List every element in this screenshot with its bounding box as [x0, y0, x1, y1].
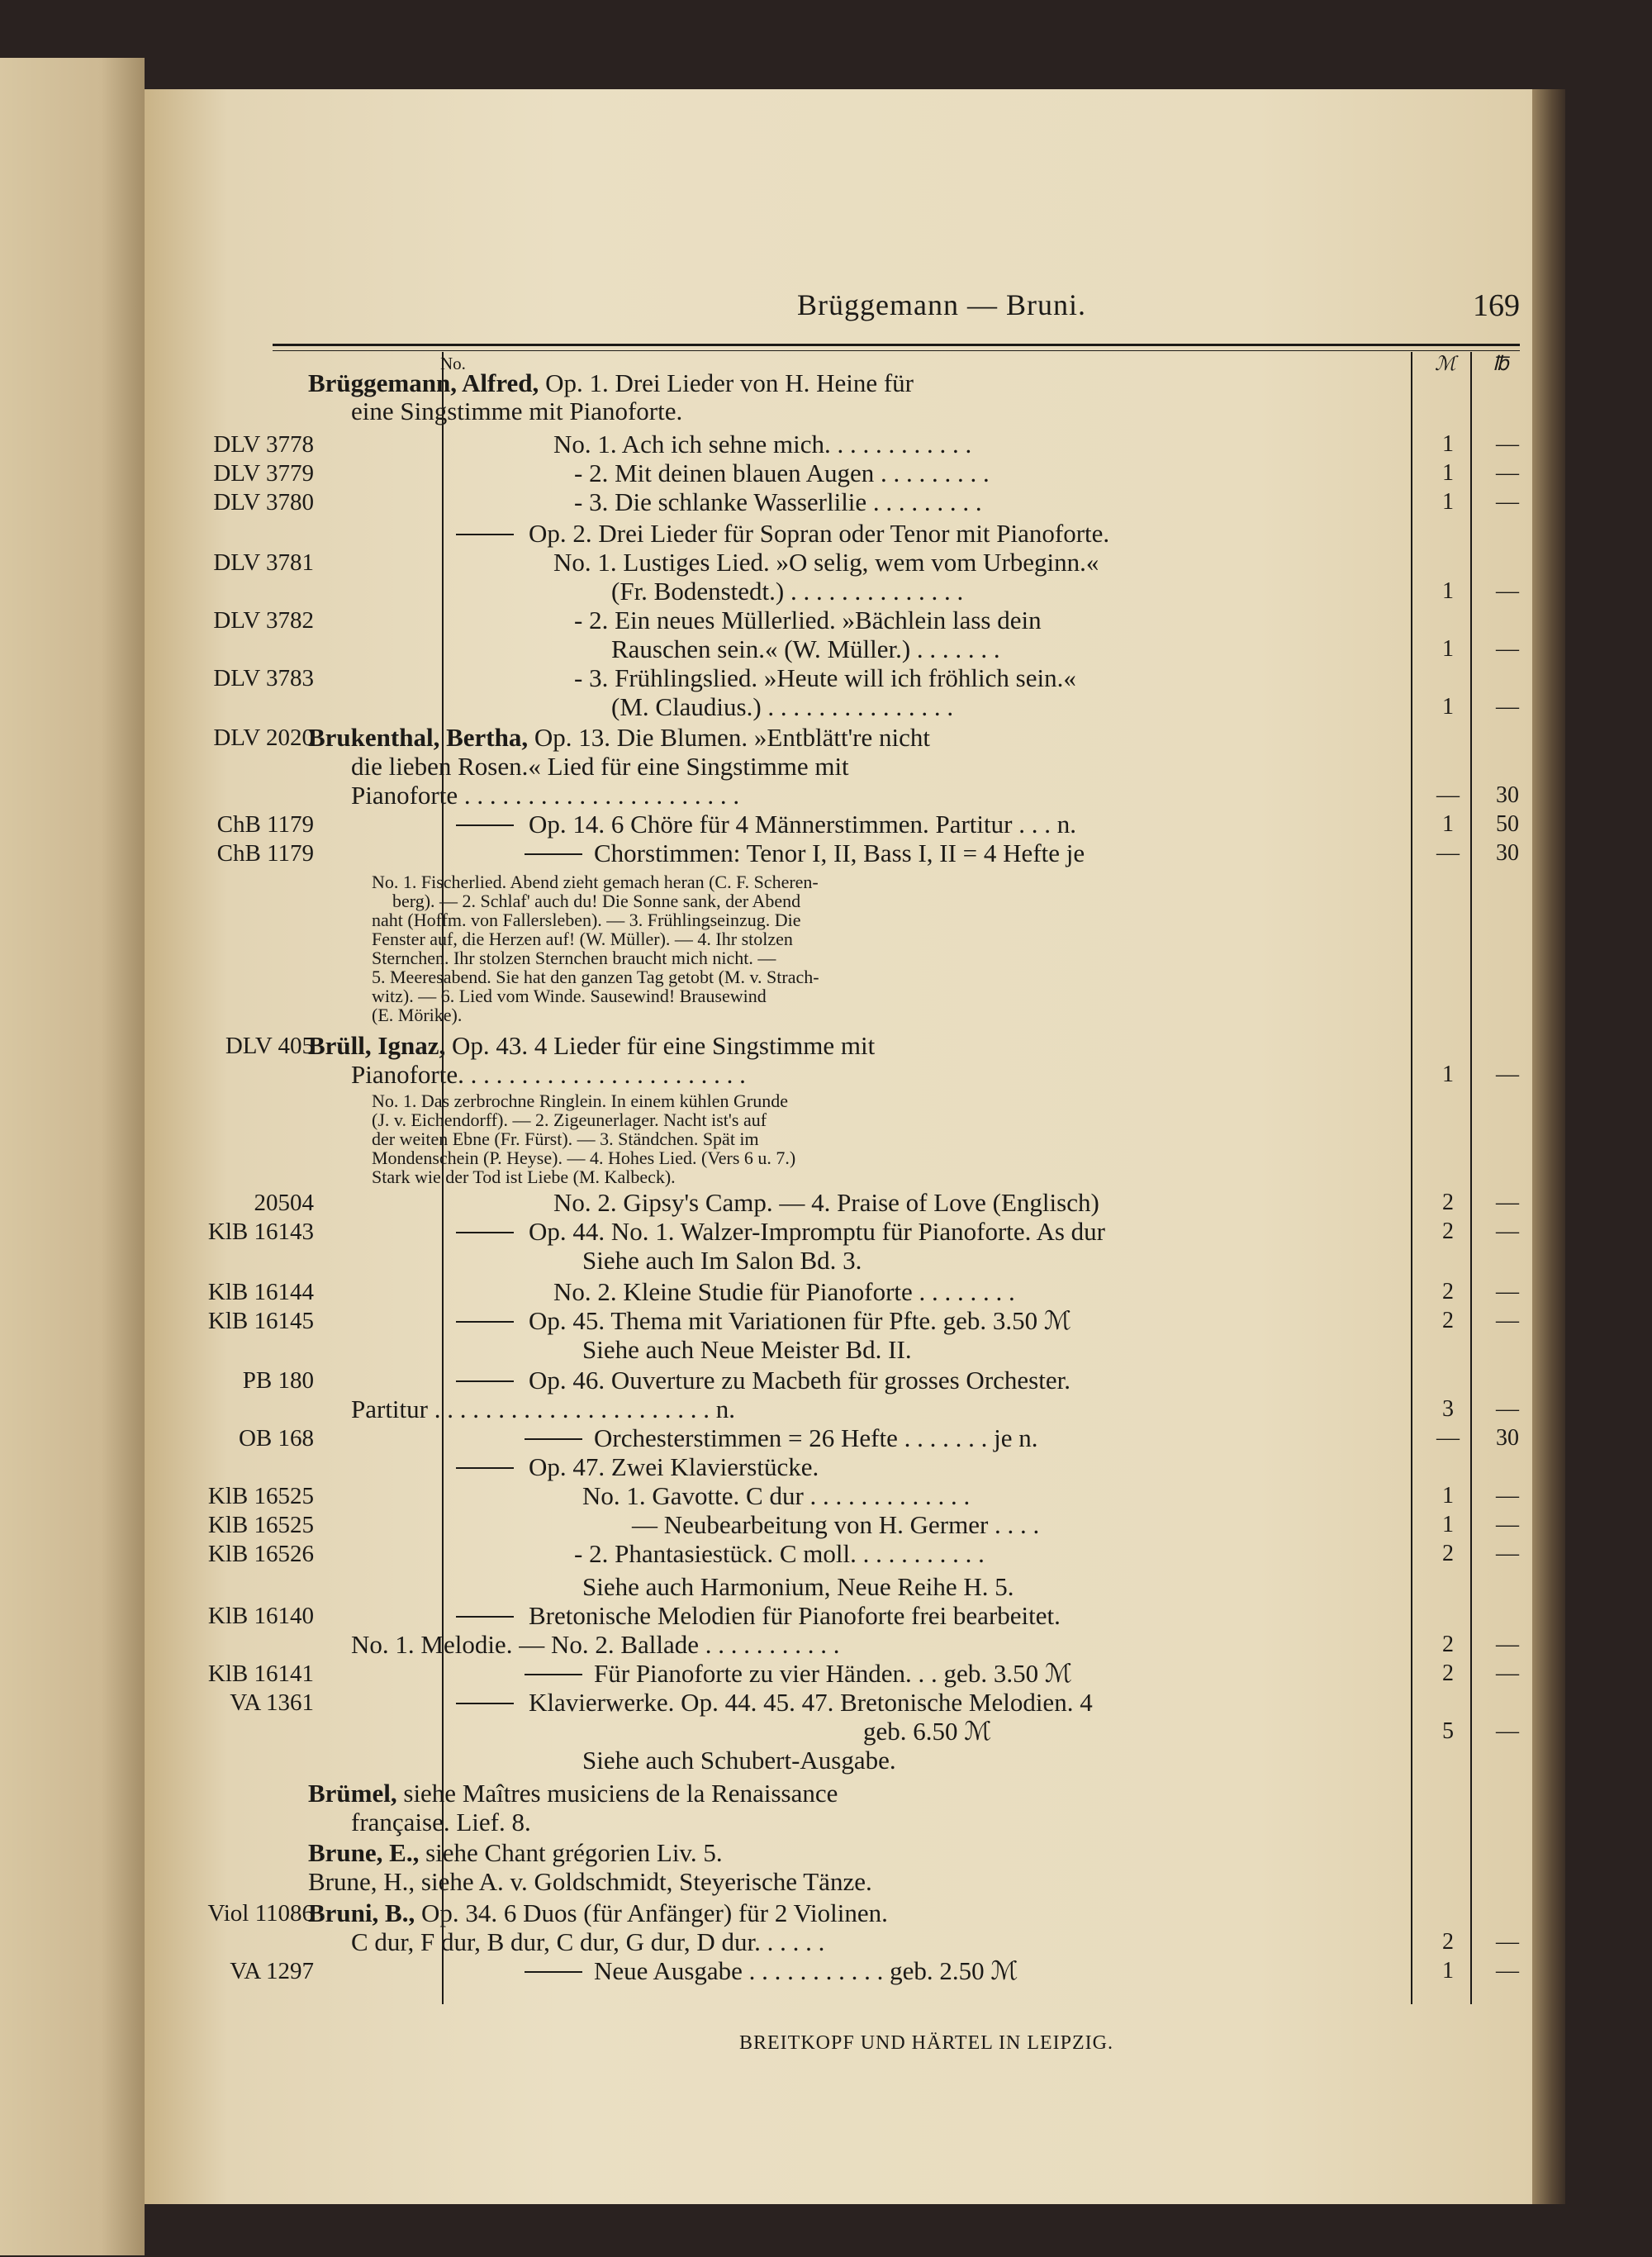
catalog-number: KlB 16526	[207, 1541, 314, 1567]
entry-line	[525, 1423, 1037, 1453]
contents-note	[392, 891, 800, 910]
entry-line	[456, 1366, 1070, 1395]
entry-text: No. 2. Gipsy's Camp. — 4. Praise of Love (Englisch)	[553, 1188, 1099, 1217]
entry-line	[351, 752, 849, 782]
entry-line	[582, 1572, 1014, 1602]
entry-line	[863, 1717, 991, 1746]
entry-text: (E. Mörike).	[372, 1005, 463, 1025]
entry-text: - 2. Mit deinen blauen Augen . . . . . . . . .	[574, 459, 990, 487]
catalog-number: KlB 16143	[207, 1219, 314, 1245]
price-mark: 1	[1442, 1512, 1454, 1537]
catalog-number: KlB 16140	[207, 1603, 314, 1629]
price-mark: 2	[1442, 1308, 1454, 1333]
catalog-number: KlB 16144	[207, 1279, 314, 1305]
entry-line	[456, 1688, 1093, 1718]
entry-text: Siehe auch Neue Meister Bd. II.	[582, 1335, 912, 1364]
entry-line	[456, 1306, 1071, 1336]
price-pfennig: 30	[1496, 840, 1519, 866]
entry-text: Bretonische Melodien für Pianoforte frei bearbeitet.	[529, 1601, 1061, 1630]
entry-text: No. 1. Fischerlied. Abend zieht gemach heran (C. F. Scheren-	[372, 872, 819, 892]
catalog-number: ChB 1179	[216, 840, 314, 867]
entry-text: die lieben Rosen.« Lied für eine Singstimme mit	[351, 752, 849, 781]
entry-line	[525, 839, 1085, 868]
entry-text: Mondenschein (P. Heyse). — 4. Hohes Lied. (Vers 6 u. 7.)	[372, 1148, 796, 1168]
price-mark: 2	[1442, 1190, 1454, 1215]
contents-note	[372, 1110, 767, 1129]
contents-note	[372, 948, 776, 967]
entry-text: witz). — 6. Lied vom Winde. Sausewind! Brausewind	[372, 986, 767, 1006]
contents-note	[372, 967, 819, 986]
catalog-number: Viol 11086	[207, 1900, 314, 1927]
composer-name: Brukenthal, Bertha,	[308, 723, 529, 752]
entry-line	[456, 1217, 1105, 1247]
catalog-number: PB 180	[242, 1367, 314, 1394]
price-mark: 1	[1442, 489, 1454, 515]
entry-text: (J. v. Eichendorff). — 2. Zigeunerlager. Nacht ist's auf	[372, 1109, 767, 1130]
entry-line	[582, 1335, 912, 1365]
entry-text: Fenster auf, die Herzen auf! (W. Müller). — 4. Ihr stolzen	[372, 929, 793, 949]
left-page-edge	[0, 58, 145, 2255]
price-pfennig: —	[1496, 1541, 1519, 1566]
entry-text: No. 2. Kleine Studie für Pianoforte . . . . . . . .	[553, 1277, 1015, 1306]
price-mark: —	[1436, 840, 1460, 866]
entry-text: No. 1. Lustiges Lied. »O selig, wem vom Urbeginn.«	[553, 548, 1099, 577]
price-pfennig: —	[1496, 460, 1519, 486]
entry-line	[308, 1779, 838, 1808]
entry-text: (M. Claudius.) . . . . . . . . . . . . . . .	[611, 692, 954, 721]
price-mark: 2	[1442, 1661, 1454, 1686]
price-pfennig: —	[1496, 1190, 1519, 1215]
entry-line	[525, 1659, 1072, 1689]
repeat-dash	[456, 824, 514, 826]
entry-line	[574, 663, 1076, 693]
repeat-dash	[456, 1380, 514, 1382]
entry-line	[632, 1510, 1039, 1540]
entry-line	[553, 548, 1099, 577]
entry-line	[574, 459, 990, 488]
price-mark: 2	[1442, 1219, 1454, 1244]
column-header-mark: ℳ	[1435, 354, 1456, 375]
entry-text: Klavierwerke. Op. 44. 45. 47. Bretonische Melodien. 4	[529, 1688, 1093, 1717]
catalog-number: DLV 3783	[213, 665, 314, 691]
entry-text: Op. 45. Thema mit Variationen für Pfte. geb. 3.50 ℳ	[529, 1306, 1072, 1335]
entry-text: für	[877, 368, 914, 397]
repeat-dash	[525, 1971, 582, 1973]
entry-text: siehe Chant grégorien Liv. 5.	[419, 1838, 723, 1867]
contents-note	[372, 1148, 795, 1167]
entry-text: Siehe auch Schubert-Ausgabe.	[582, 1746, 896, 1775]
price-mark: 2	[1442, 1541, 1454, 1566]
entry-text: Op. 44. No. 1. Walzer-Impromptu für Pianoforte. As dur	[529, 1217, 1105, 1246]
page-header	[145, 287, 1532, 337]
entry-text: No. 1. Gavotte. C dur . . . . . . . . . . . . .	[582, 1481, 971, 1510]
repeat-dash	[456, 1321, 514, 1323]
price-pfennig: —	[1496, 1396, 1519, 1422]
entry-text: Op. 46. Ouverture zu Macbeth für grosses Orchester.	[529, 1366, 1070, 1395]
entry-line	[308, 723, 930, 753]
catalog-number: DLV 3779	[213, 460, 314, 487]
entry-text: Op. 47. Zwei Klavierstücke.	[529, 1452, 819, 1481]
price-pfennig: —	[1496, 1632, 1519, 1657]
entry-line	[351, 397, 682, 426]
contents-note	[372, 872, 819, 891]
catalog-number: KlB 16525	[207, 1512, 314, 1538]
entry-line	[308, 1898, 888, 1928]
entry-line	[351, 781, 739, 810]
price-pfennig: 30	[1496, 782, 1519, 808]
entry-text: H. Heine	[785, 368, 878, 397]
contents-note	[372, 910, 801, 929]
catalog-number: 20504	[254, 1190, 314, 1216]
entry-line	[351, 1630, 840, 1660]
repeat-dash	[456, 1232, 514, 1233]
entry-text: der weiten Ebne (Fr. Fürst). — 3. Ständchen. Spät im	[372, 1128, 759, 1149]
column-header-pfennig: ℔	[1493, 354, 1509, 375]
repeat-dash	[456, 1703, 514, 1704]
price-pfennig: —	[1496, 1279, 1519, 1304]
composer-name: Brüll, Ignaz,	[308, 1031, 446, 1060]
contents-note	[372, 1167, 676, 1186]
price-mark: 2	[1442, 1279, 1454, 1304]
running-title: Brüggemann — Bruni.	[797, 288, 1086, 321]
entry-text: Für Pianoforte zu vier Händen. . . geb. 3.50 ℳ	[594, 1659, 1072, 1688]
catalog-number: VA 1361	[230, 1689, 314, 1716]
price-pfennig: —	[1496, 431, 1519, 457]
entry-text: - 2. Phantasiestück. C moll. . . . . . . . . . .	[574, 1539, 985, 1568]
price-mark: 1	[1442, 431, 1454, 457]
price-mark: 3	[1442, 1396, 1454, 1422]
page-number: 169	[1473, 288, 1520, 323]
price-pfennig: —	[1496, 694, 1519, 720]
header-rule-thick	[273, 344, 1520, 346]
entry-line	[456, 810, 1076, 839]
entry-line	[553, 1188, 1099, 1218]
price-mark: 5	[1442, 1718, 1454, 1744]
entry-line	[351, 1927, 824, 1957]
price-mark: 2	[1442, 1929, 1454, 1955]
price-pfennig: —	[1496, 578, 1519, 604]
entry-line	[553, 1277, 1015, 1307]
entry-line	[582, 1246, 862, 1276]
price-pfennig: 30	[1496, 1425, 1519, 1451]
entry-text: Siehe auch Harmonium, Neue Reihe H. 5.	[582, 1572, 1014, 1601]
repeat-dash	[456, 1467, 514, 1469]
header-rule-thin	[273, 350, 1520, 351]
price-pfennig: —	[1496, 1062, 1519, 1087]
entry-text: naht (Hoffm. von Fallersleben). — 3. Frühlingseinzug. Die	[372, 910, 801, 930]
price-pfennig: —	[1496, 1308, 1519, 1333]
entry-line	[456, 519, 1109, 549]
entry-text: Orchesterstimmen = 26 Hefte . . . . . . . je n.	[594, 1423, 1038, 1452]
composer-name: Brümel,	[308, 1779, 397, 1808]
publisher-footer: BREITKOPF UND HÄRTEL IN LEIPZIG.	[739, 2032, 1113, 2054]
price-pfennig: —	[1496, 1483, 1519, 1509]
price-mark: 1	[1442, 460, 1454, 486]
entry-text: - 3. Frühlingslied. »Heute will ich fröhlich sein.«	[574, 663, 1076, 692]
entry-text: No. 1. Das zerbrochne Ringlein. In einem kühlen Grunde	[372, 1090, 789, 1111]
composer-name: Brüggemann, Alfred,	[308, 368, 539, 397]
column-divider-mark	[1411, 352, 1412, 2004]
entry-line	[582, 1481, 970, 1511]
column-header-no: No.	[440, 354, 466, 373]
entry-line	[611, 692, 953, 722]
catalog-number: DLV 3780	[213, 489, 314, 516]
price-mark: —	[1436, 782, 1460, 808]
entry-text: Op. 34. 6 Duos (für Anfänger) für 2 Violinen.	[415, 1898, 888, 1927]
contents-note	[372, 929, 793, 948]
price-mark: 2	[1442, 1632, 1454, 1657]
price-mark: 1	[1442, 1483, 1454, 1509]
entry-line	[582, 1746, 896, 1775]
entry-text: (Fr. Bodenstedt.) . . . . . . . . . . . . . .	[611, 577, 964, 606]
price-pfennig: —	[1496, 1718, 1519, 1744]
entry-text: Siehe auch Im Salon Bd. 3.	[582, 1246, 862, 1275]
entry-text: No. 1. Ach ich sehne mich. . . . . . . . . . . .	[553, 430, 972, 459]
entry-text: siehe Maîtres musiciens de la Renaissance	[396, 1779, 838, 1808]
entry-text: - 3. Die schlanke Wasserlilie . . . . . . . . .	[574, 487, 982, 516]
entry-text: Op. 1. Drei Lieder von	[539, 368, 786, 397]
entry-text: Partitur . . . . . . . . . . . . . . . . . . . . . . n.	[351, 1395, 735, 1423]
catalog-number: ChB 1179	[216, 811, 314, 838]
catalog-number: DLV 405	[225, 1033, 314, 1059]
entry-text: Brune, H., siehe A. v. Goldschmidt, Steyerische Tänze.	[308, 1867, 872, 1896]
contents-note	[372, 1129, 759, 1148]
price-mark: 1	[1442, 811, 1454, 837]
contents-note	[372, 1091, 788, 1110]
entry-line	[308, 1031, 875, 1061]
price-pfennig: —	[1496, 1958, 1519, 1984]
entry-line	[308, 1867, 872, 1897]
price-pfennig: —	[1496, 636, 1519, 662]
entry-text: berg). — 2. Schlaf' auch du! Die Sonne sank, der Abend	[392, 891, 801, 911]
price-mark: 1	[1442, 1958, 1454, 1984]
price-pfennig: —	[1496, 1219, 1519, 1244]
catalog-number: OB 168	[238, 1425, 314, 1452]
entry-line	[456, 1452, 819, 1482]
catalog-number: DLV 3781	[213, 549, 314, 576]
price-pfennig: —	[1496, 489, 1519, 515]
book-spine-edge	[1532, 89, 1565, 2204]
catalog-number: DLV 3778	[213, 431, 314, 458]
entry-line	[456, 1601, 1061, 1631]
entry-text: Pianoforte . . . . . . . . . . . . . . . . . . . . . .	[351, 781, 740, 810]
entry-line	[553, 430, 971, 459]
entry-line	[351, 1808, 531, 1837]
entry-text: Sternchen. Ihr stolzen Sternchen braucht mich nicht. —	[372, 948, 776, 968]
entry-text: Pianoforte. . . . . . . . . . . . . . . . . . . . . . .	[351, 1060, 746, 1089]
catalog-number: KlB 16525	[207, 1483, 314, 1509]
contents-note	[372, 986, 767, 1005]
catalog-number: KlB 16145	[207, 1308, 314, 1334]
entry-line	[525, 1956, 1018, 1986]
catalog-number: KlB 16141	[207, 1661, 314, 1687]
entry-line	[308, 1838, 723, 1868]
repeat-dash	[525, 1438, 582, 1440]
entry-line	[351, 1060, 746, 1090]
price-mark: 1	[1442, 1062, 1454, 1087]
price-mark: 1	[1442, 578, 1454, 604]
catalog-number: DLV 2020	[213, 725, 314, 751]
entry-text: Stark wie der Tod ist Liebe (M. Kalbeck).	[372, 1167, 676, 1187]
entry-text: No. 1. Melodie. — No. 2. Ballade . . . . . . . . . . .	[351, 1630, 840, 1659]
catalog-page	[145, 89, 1532, 2204]
entry-line	[574, 487, 982, 517]
entry-text: Neue Ausgabe . . . . . . . . . . . geb. 2.50 ℳ	[594, 1956, 1018, 1985]
repeat-dash	[525, 1674, 582, 1675]
composer-name: Brune, E.,	[308, 1838, 420, 1867]
price-mark: 1	[1442, 636, 1454, 662]
price-pfennig: —	[1496, 1512, 1519, 1537]
column-divider-pfennig	[1470, 352, 1472, 2004]
entry-line	[611, 577, 963, 606]
price-pfennig: 50	[1496, 811, 1519, 837]
entry-text: - 2. Ein neues Müllerlied. »Bächlein lass dein	[574, 606, 1042, 634]
entry-line	[611, 634, 1000, 664]
entry-text: geb. 6.50 ℳ	[863, 1717, 992, 1746]
entry-text: française. Lief. 8.	[351, 1808, 531, 1836]
repeat-dash	[456, 1616, 514, 1618]
entry-text: Op. 2. Drei Lieder für Sopran oder Tenor mit Pianoforte.	[529, 519, 1110, 548]
price-mark: —	[1436, 1425, 1460, 1451]
entry-text: eine Singstimme mit Pianoforte.	[351, 397, 683, 425]
entry-line	[351, 1395, 735, 1424]
price-pfennig: —	[1496, 1661, 1519, 1686]
entry-text: Rauschen sein.« (W. Müller.) . . . . . . .	[611, 634, 1000, 663]
repeat-dash	[525, 853, 582, 855]
catalog-number: VA 1297	[230, 1958, 314, 1984]
entry-line	[308, 368, 914, 398]
contents-note	[372, 1005, 462, 1024]
catalog-number: DLV 3782	[213, 607, 314, 634]
entry-text: 5. Meeresabend. Sie hat den ganzen Tag getobt (M. v. Strach-	[372, 967, 819, 987]
entry-text: Op. 14. 6 Chöre für 4 Männerstimmen. Partitur . . . n.	[529, 810, 1076, 839]
entry-text: Op. 13. Die Blumen. »Entblätt're nicht	[528, 723, 930, 752]
repeat-dash	[456, 534, 514, 535]
entry-line	[574, 1539, 985, 1569]
price-pfennig: —	[1496, 1929, 1519, 1955]
entry-text: Op. 43. 4 Lieder für eine Singstimme mit	[445, 1031, 876, 1060]
composer-name: Bruni, B.,	[308, 1898, 415, 1927]
entry-text: — Neubearbeitung von H. Germer . . . .	[632, 1510, 1040, 1539]
entry-text: C dur, F dur, B dur, C dur, G dur, D dur. . . . . .	[351, 1927, 825, 1956]
price-mark: 1	[1442, 694, 1454, 720]
entry-line	[574, 606, 1042, 635]
entry-text: Chorstimmen: Tenor I, II, Bass I, II = 4 Hefte je	[594, 839, 1085, 867]
